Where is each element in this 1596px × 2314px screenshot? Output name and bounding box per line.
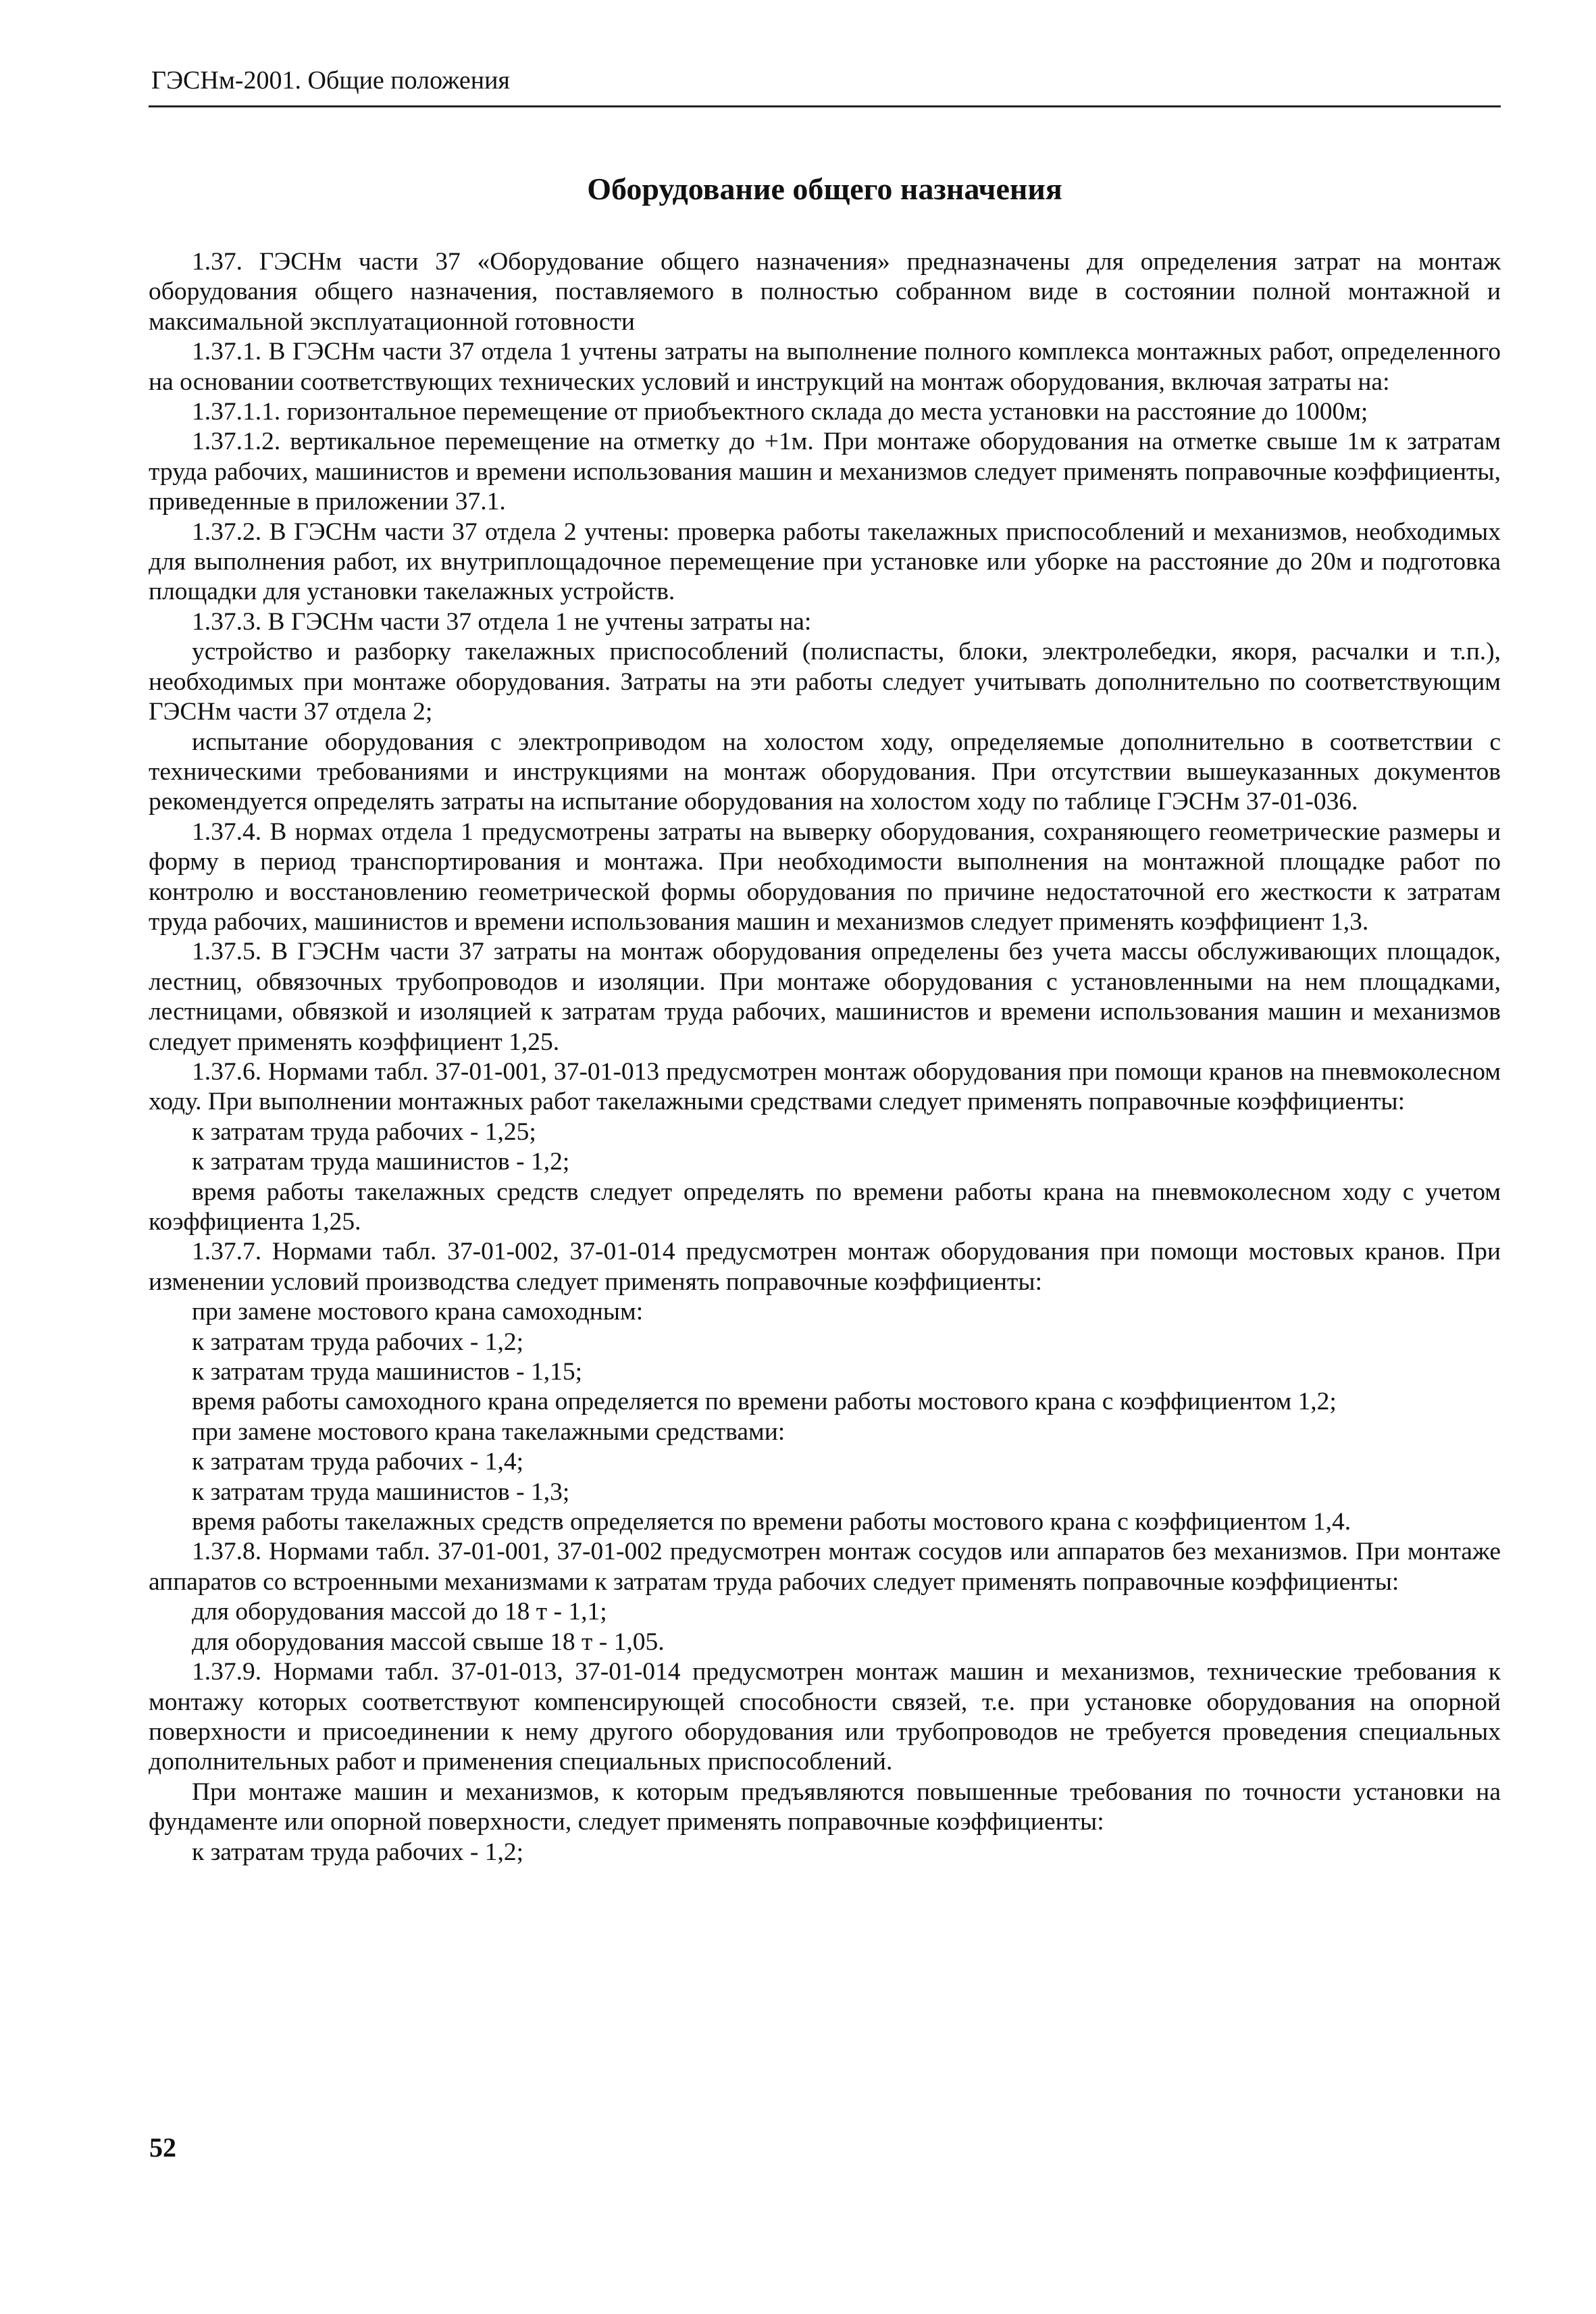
paragraph: 1.37.9. Нормами табл. 37-01-013, 37-01-014 предусмотрен монтаж машин и механизмов, технические требования к монтажу которых соответствуют компенсирующей способности связей, т.е. при установке оборудования на опорной поверхности и присоединении к нему другого оборудования или трубопроводов не требуется проведения специальных дополнительных работ и применения специальных приспособлений. xyxy=(149,1658,1501,1776)
paragraph: время работы такелажных средств следует определять по времени работы крана на пневмоколесном ходу с учетом коэффициента 1,25. xyxy=(149,1178,1501,1236)
paragraph: 1.37.3. В ГЭСНм части 37 отдела 1 не учтены затраты на: xyxy=(192,607,812,636)
paragraph: к затратам труда машинистов - 1,3; xyxy=(192,1478,570,1506)
paragraph: к затратам труда машинистов - 1,2; xyxy=(192,1148,570,1176)
paragraph: 1.37. ГЭСНм части 37 «Оборудование общего назначения» предназначены для определения затрат на монтаж оборудования общего назначения, поставляемого в полностью собранном виде в состоянии полной монтажной и максимальной эксплуатационной готовности xyxy=(149,248,1501,336)
paragraph: время работы самоходного крана определяется по времени работы мостового крана с коэффициентом 1,2; xyxy=(192,1388,1337,1416)
paragraph: 1.37.7. Нормами табл. 37-01-002, 37-01-014 предусмотрен монтаж оборудования при помощи мостовых кранов. При изменении условий производства следует применять поправочные коэффициенты: xyxy=(149,1238,1501,1296)
paragraph: для оборудования массой до 18 т - 1,1; xyxy=(192,1598,607,1626)
paragraph: При монтаже машин и механизмов, к которым предъявляются повышенные требования по точности установки на фундаменте или опорной поверхности, следует применять поправочные коэффициенты: xyxy=(149,1778,1501,1836)
paragraph: при замене мостового крана самоходным: xyxy=(192,1298,644,1326)
page-number: 52 xyxy=(149,2132,176,2163)
paragraph: устройство и разборку такелажных приспособлений (полиспасты, блоки, электролебедки, якоря, расчалки и т.п.), необходимых при монтаже оборудования. Затраты на эти работы следует учитывать дополнительно по соответствующим ГЭСНм части 37 отдела 2; xyxy=(149,638,1501,726)
header-rule xyxy=(149,105,1501,107)
paragraph: 1.37.5. В ГЭСНм части 37 затраты на монтаж оборудования определены без учета массы обслуживающих площадок, лестниц, обвязочных трубопроводов и изоляции. При монтаже оборудования с установленными на нем площадками, лестницами, обвязкой и изоляцией к затратам труда рабочих, машинистов и времени использования машин и механизмов следует применять коэффициент 1,25. xyxy=(149,938,1501,1056)
paragraph: 1.37.8. Нормами табл. 37-01-001, 37-01-002 предусмотрен монтаж сосудов или аппаратов без механизмов. При монтаже аппаратов со встроенными механизмами к затратам труда рабочих следует применять поправочные коэффициенты: xyxy=(149,1538,1501,1596)
paragraph: 1.37.1. В ГЭСНм части 37 отдела 1 учтены затраты на выполнение полного комплекса монтажных работ, определенного на основании соответствующих технических условий и инструкций на монтаж оборудования, включая затраты на: xyxy=(149,338,1501,396)
paragraph: к затратам труда машинистов - 1,15; xyxy=(192,1358,583,1386)
body-text xyxy=(149,247,1501,1867)
paragraph: для оборудования массой свыше 18 т - 1,05. xyxy=(192,1628,665,1656)
section-title: Оборудование общего назначения xyxy=(587,172,1062,206)
paragraph: 1.37.4. В нормах отдела 1 предусмотрены затраты на выверку оборудования, сохраняющего геометрические размеры и форму в период транспортирования и монтажа. При необходимости выполнения на монтажной площадке работ по контролю и восстановлению геометрической формы оборудования по причине недостаточной его жесткости к затратам труда рабочих, машинистов и времени использования машин и механизмов следует применять коэффициент 1,3. xyxy=(149,818,1501,936)
paragraph: к затратам труда рабочих - 1,25; xyxy=(192,1117,536,1146)
paragraph: при замене мостового крана такелажными средствами: xyxy=(192,1417,786,1446)
paragraph: 1.37.6. Нормами табл. 37-01-001, 37-01-013 предусмотрен монтаж оборудования при помощи кранов на пневмоколесном ходу. При выполнении монтажных работ такелажными средствами следует применять поправочные коэффициенты: xyxy=(149,1057,1501,1116)
paragraph: испытание оборудования с электроприводом на холостом ходу, определяемые дополнительно в соответствии с техническими требованиями и инструкциями на монтаж оборудования. При отсутствии вышеуказанных документов рекомендуется определять затраты на испытание оборудования на холостом ходу по таблице ГЭСНм 37-01-036. xyxy=(149,728,1501,816)
paragraph: 1.37.1.2. вертикальное перемещение на отметку до +1м. При монтаже оборудования на отметке свыше 1м к затратам труда рабочих, машинистов и времени использования машин и механизмов следует применять поправочные коэффициенты, приведенные в приложении 37.1. xyxy=(149,428,1501,516)
paragraph: 1.37.2. В ГЭСНм части 37 отдела 2 учтены: проверка работы такелажных приспособлений и механизмов, необходимых для выполнения работ, их внутриплощадочное перемещение при установке или уборке на расстояние до 20м и подготовка площадки для установки такелажных устройств. xyxy=(149,518,1501,606)
paragraph: 1.37.1.1. горизонтальное перемещение от приобъектного склада до места установки на расстояние до 1000м; xyxy=(192,398,1368,426)
running-header: ГЭСНм-2001. Общие положения xyxy=(151,66,510,95)
paragraph: к затратам труда рабочих - 1,2; xyxy=(192,1328,523,1356)
paragraph: время работы такелажных средств определяется по времени работы мостового крана с коэффициентом 1,4. xyxy=(192,1508,1352,1536)
paragraph: к затратам труда рабочих - 1,2; xyxy=(192,1838,523,1866)
paragraph: к затратам труда рабочих - 1,4; xyxy=(192,1448,523,1476)
